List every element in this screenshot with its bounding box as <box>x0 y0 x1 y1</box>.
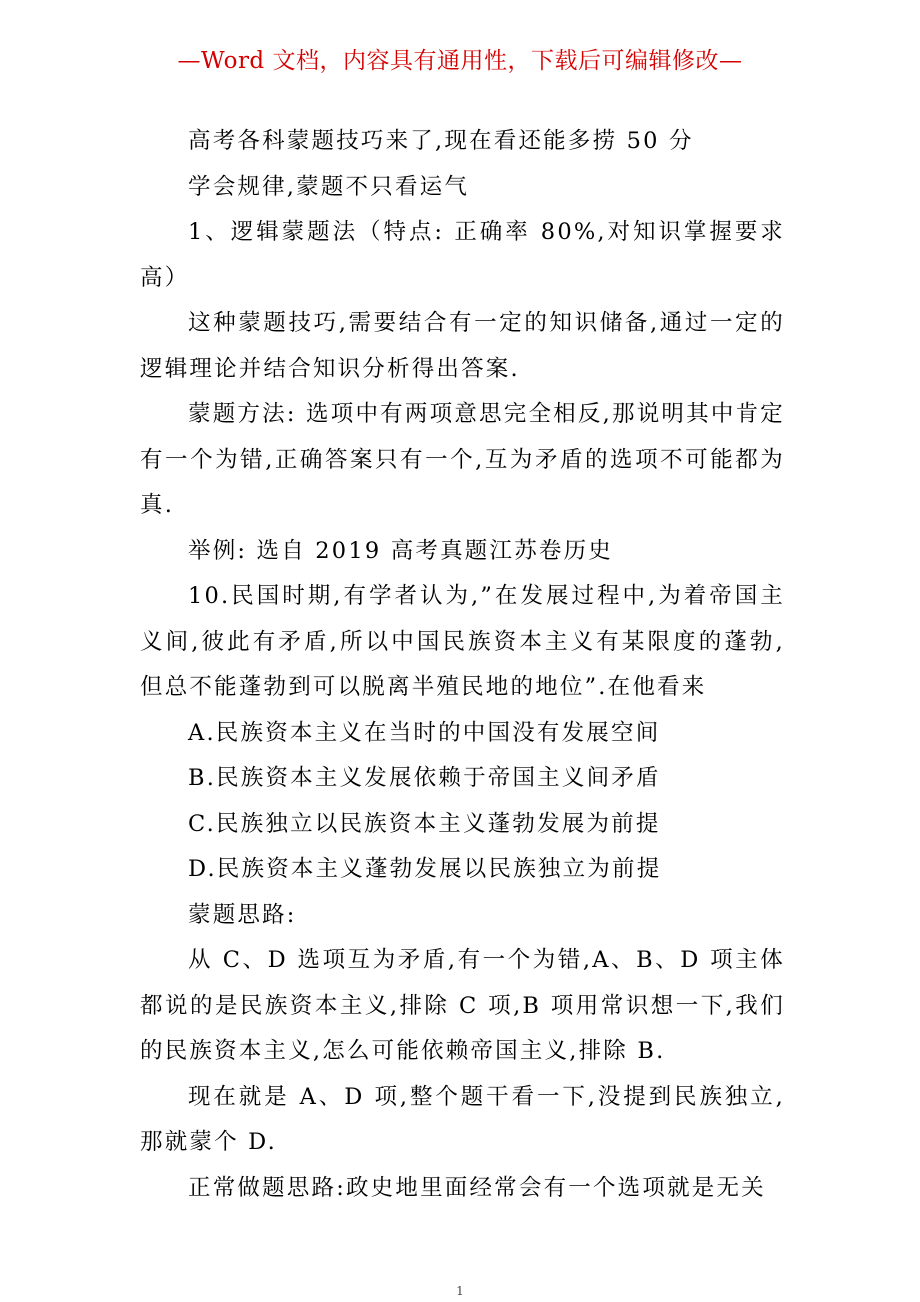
document-body <box>140 119 785 1211</box>
paragraph-question: 10.民国时期,有学者认为,”在发展过程中,为着帝国主义间,彼此有矛盾,所以中国民族资本主义有某限度的蓬勃,但总不能蓬勃到可以脱离半殖民地的地位”.在他看来 <box>140 583 785 700</box>
option-b: B.民族资本主义发展依赖于帝国主义间矛盾 <box>188 765 661 791</box>
paragraph-example-label: 举例: 选自 2019 高考真题江苏卷历史 <box>188 537 613 564</box>
option-a: A.民族资本主义在当时的中国没有发展空间 <box>188 719 661 746</box>
page-number: 1 <box>456 1284 464 1298</box>
option-d: D.民族资本主义蓬勃发展以民族独立为前提 <box>188 856 662 882</box>
paragraph-conclusion: 现在就是 A、D 项,整个题干看一下,没提到民族独立,那就蒙个 D. <box>140 1083 785 1155</box>
paragraph-subtitle: 学会规律,蒙题不只看运气 <box>188 173 470 200</box>
paragraph-intro: 这种蒙题技巧,需要结合有一定的知识储备,通过一定的逻辑理论并结合知识分析得出答案. <box>140 310 785 382</box>
paragraph-approach-label: 蒙题思路: <box>188 901 297 928</box>
option-c: C.民族独立以民族资本主义蓬勃发展为前提 <box>188 810 661 837</box>
paragraph-normal-approach: 正常做题思路:政史地里面经常会有一个选项就是无关 <box>188 1174 766 1201</box>
document-banner: —Word 文档，内容具有通用性，下载后可编辑修改— <box>177 48 743 74</box>
paragraph-section-heading: 1、逻辑蒙题法（特点: 正确率 80%,对知识掌握要求高） <box>140 219 785 291</box>
paragraph-title: 高考各科蒙题技巧来了,现在看还能多捞 50 分 <box>188 128 694 154</box>
paragraph-approach: 从 C、D 选项互为矛盾,有一个为错,A、B、D 项主体都说的是民族资本主义,排除 C 项,B 项用常识想一下,我们的民族资本主义,怎么可能依赖帝国主义,排除 B. <box>140 947 785 1064</box>
paragraph-method: 蒙题方法: 选项中有两项意思完全相反,那说明其中肯定有一个为错,正确答案只有一个,互为矛盾的选项不可能都为真. <box>140 401 785 518</box>
